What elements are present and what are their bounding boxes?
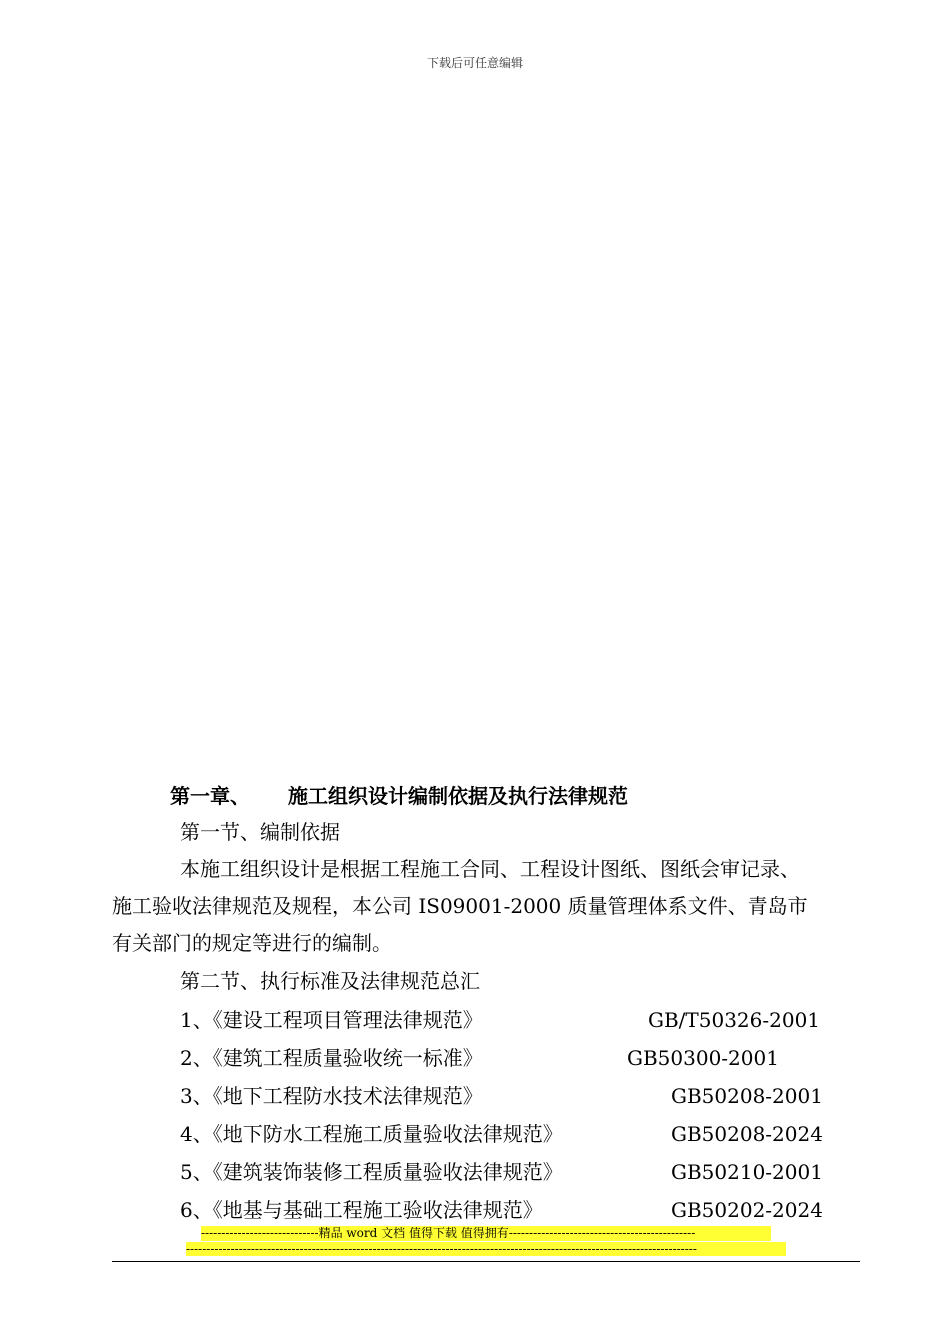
standard-name: 5、《建筑装饰装修工程质量验收法律规范》 bbox=[180, 1160, 563, 1184]
list-item bbox=[180, 1115, 823, 1153]
standard-code: GB50202-2024 bbox=[671, 1198, 823, 1222]
standard-code: GB50300-2001 bbox=[627, 1046, 779, 1070]
standard-name: 6、《地基与基础工程施工验收法律规范》 bbox=[180, 1198, 543, 1222]
chapter-title: 施工组织设计编制依据及执行法律规范 bbox=[288, 784, 628, 808]
footer-banner-dashes: ------------------------------------------------------------------------------------------------------------------------------ bbox=[186, 1242, 786, 1256]
page-header: 下载后可任意编辑 bbox=[426, 56, 523, 70]
standard-code: GB50210-2001 bbox=[671, 1160, 823, 1184]
footer-banner: -----------------------------精品 word 文档 值得下载 值得拥有---------------------------------------------- bbox=[201, 1226, 771, 1241]
body-paragraph bbox=[112, 851, 872, 962]
list-item bbox=[180, 1191, 823, 1229]
body-line: 本施工组织设计是根据工程施工合同、工程设计图纸、图纸会审记录、 bbox=[180, 857, 800, 881]
standard-name: 1、《建设工程项目管理法律规范》 bbox=[180, 1008, 483, 1032]
body-line: 有关部门的规定等进行的编制。 bbox=[112, 931, 392, 955]
standard-code: GB50208-2024 bbox=[671, 1122, 823, 1146]
body-line: 施工验收法律规范及规程，本公司 IS09001-2000 质量管理体系文件、青岛市 bbox=[112, 894, 808, 918]
list-item bbox=[180, 1077, 823, 1115]
section-title: 第一节、编制依据 bbox=[180, 820, 340, 844]
standard-code: GB/T50326-2001 bbox=[648, 1008, 821, 1032]
standard-code: GB50208-2001 bbox=[671, 1084, 823, 1108]
standards-list bbox=[180, 1001, 823, 1229]
bottom-divider bbox=[112, 1261, 860, 1262]
chapter-heading bbox=[170, 780, 628, 809]
standard-name: 4、《地下防水工程施工质量验收法律规范》 bbox=[180, 1122, 563, 1146]
list-item bbox=[180, 1153, 823, 1191]
list-item bbox=[180, 1001, 820, 1039]
chapter-number: 第一章、 bbox=[170, 784, 250, 808]
section-title: 第二节、执行标准及法律规范总汇 bbox=[180, 969, 480, 993]
standard-name: 3、《地下工程防水技术法律规范》 bbox=[180, 1084, 483, 1108]
standard-name: 2、《建筑工程质量验收统一标准》 bbox=[180, 1046, 483, 1070]
list-item bbox=[180, 1039, 820, 1077]
